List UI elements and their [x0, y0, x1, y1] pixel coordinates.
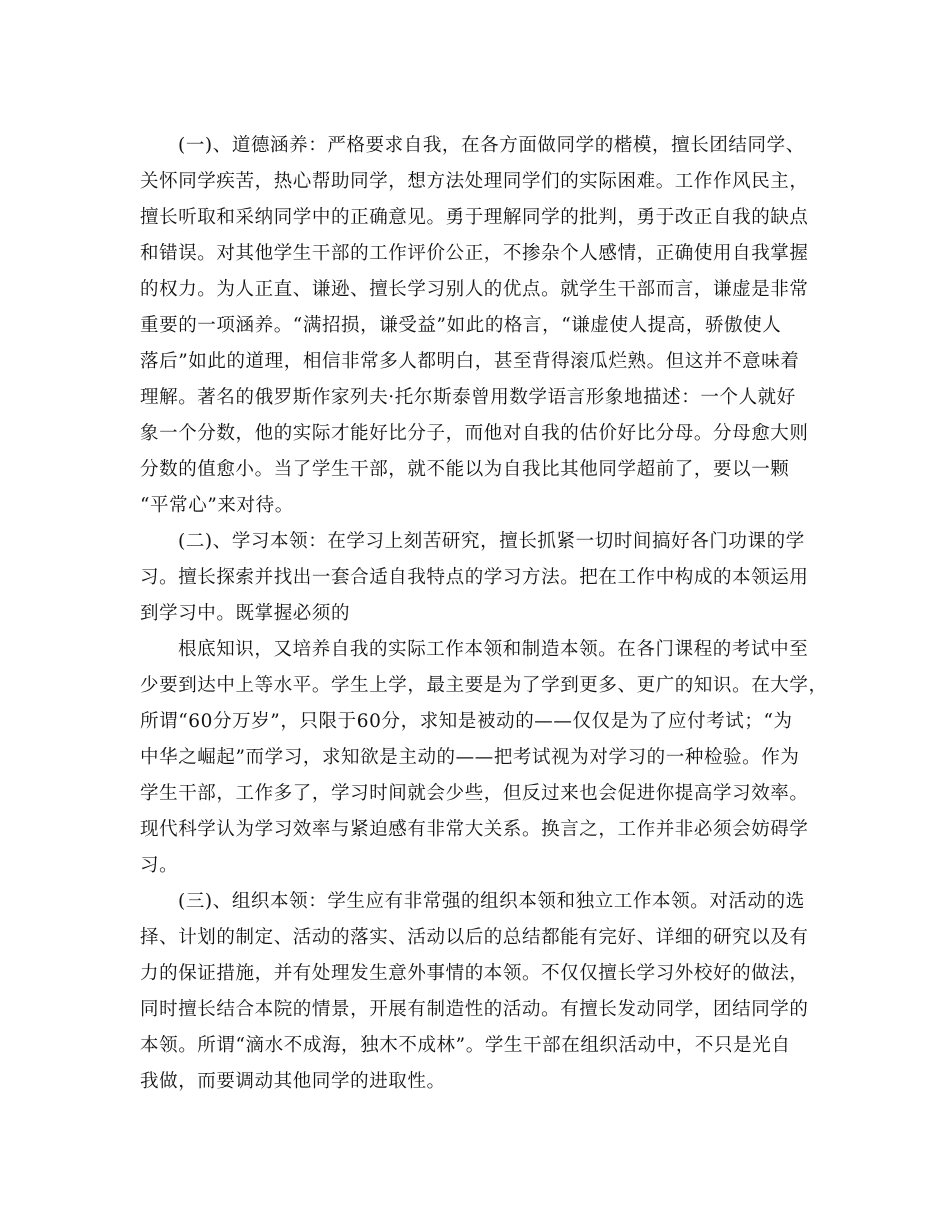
text-line: 学生干部，工作多了，学习时间就会少些，但反过来也会促进你提高学习效率。 [140, 783, 809, 804]
text-line: (三)、组织本领：学生应有非常强的组织本领和独立工作本领。对活动的选 [178, 891, 805, 912]
text-line: 理解。著名的俄罗斯作家列夫·托尔斯泰曾用数学语言形象地描述：一个人就好 [140, 387, 796, 408]
paragraph-learning-continued [140, 632, 828, 884]
text-line: 所谓“60分万岁”，只限于60分，求知是被动的——仅仅是为了应付考试；“为 [140, 711, 793, 732]
document-body [140, 128, 828, 1100]
text-line: 我做，而要调动其他同学的进取性。 [140, 1071, 446, 1092]
text-line: 同时擅长结合本院的情景，开展有制造性的活动。有擅长发动同学，团结同学的 [140, 999, 809, 1020]
paragraph-moral-cultivation [140, 128, 810, 524]
text-line: 现代科学认为学习效率与紧迫感有非常大关系。换言之，工作并非必须会妨碍学 [140, 819, 809, 840]
text-line: 落后”如此的道理，相信非常多人都明白，甚至背得滚瓜烂熟。但这并不意味着 [140, 351, 800, 372]
text-line: 分数的值愈小。当了学生干部，就不能以为自我比其他同学超前了，要以一颗 [140, 459, 790, 480]
text-line: 力的保证措施，并有处理发生意外事情的本领。不仅仅擅长学习外校好的做法， [140, 963, 809, 984]
text-line: 习。擅长探索并找出一套合适自我特点的学习方法。把在工作中构成的本领运用 [140, 567, 809, 588]
text-line: 习。 [140, 855, 179, 876]
text-line: (二)、学习本领：在学习上刻苦研究，擅长抓紧一切时间搞好各门功课的学 [178, 531, 805, 552]
text-line: 少要到达中上等水平。学生上学，最主要是为了学到更多、更广的知识。在大学， [140, 675, 828, 696]
text-line: 和错误。对其他学生干部的工作评价公正，不掺杂个人感情，正确使用自我掌握 [140, 243, 809, 264]
text-line: 的权力。为人正直、谦逊、擅长学习别人的优点。就学生干部而言，谦虚是非常 [140, 279, 809, 300]
text-line: 到学习中。既掌握必须的 [140, 603, 351, 624]
text-line: 重要的一项涵养。“满招损，谦受益”如此的格言，“谦虚使人提高，骄傲使人 [140, 315, 782, 336]
text-line: 本领。所谓“滴水不成海，独木不成林”。学生干部在组织活动中，不只是光自 [140, 1035, 791, 1056]
text-line: 擅长听取和采纳同学中的正确意见。勇于理解同学的批判，勇于改正自我的缺点 [140, 207, 809, 228]
text-line: (一)、道德涵养：严格要求自我，在各方面做同学的楷模，擅长团结同学、 [178, 135, 805, 156]
text-line: “平常心”来对待。 [140, 495, 294, 516]
text-line: 关怀同学疾苦，热心帮助同学，想方法处理同学们的实际困难。工作作风民主， [140, 171, 809, 192]
text-line: 象一个分数，他的实际才能好比分子，而他对自我的估价好比分母。分母愈大则 [140, 423, 809, 444]
text-line: 择、计划的制定、活动的落实、活动以后的总结都能有完好、详细的研究以及有 [140, 927, 809, 948]
paragraph-organizational-ability [140, 884, 810, 1100]
paragraph-learning-ability [140, 524, 810, 632]
text-line: 中华之崛起”而学习，求知欲是主动的——把考试视为对学习的一种检验。作为 [140, 747, 800, 768]
text-line: 根底知识，又培养自我的实际工作本领和制造本领。在各门课程的考试中至 [178, 639, 809, 660]
